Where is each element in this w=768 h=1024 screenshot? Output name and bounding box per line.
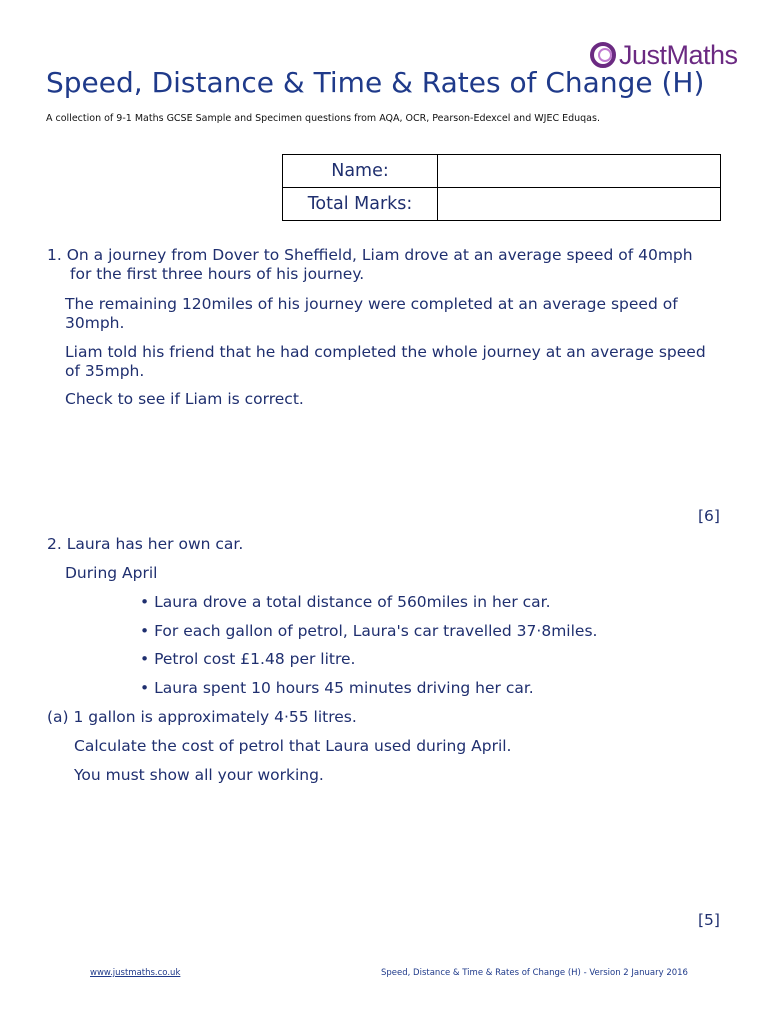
q2-marks: [5] (698, 911, 720, 929)
q1-marks: [6] (698, 507, 720, 525)
q2-bullet-3: • Petrol cost £1.48 per litre. (140, 650, 356, 668)
name-field[interactable] (438, 155, 721, 188)
total-marks-label: Total Marks: (283, 188, 438, 221)
q2-line-1: 2. Laura has her own car. (47, 535, 244, 553)
q2a-line-3: You must show all your working. (74, 766, 324, 784)
footer-version: Speed, Distance & Time & Rates of Change (H) - Version 2 January 2016 (381, 968, 688, 978)
q1-line-3: The remaining 120miles of his journey were completed at an average speed of (65, 295, 678, 313)
total-marks-field[interactable] (438, 188, 721, 221)
q2-line-2: During April (65, 564, 158, 582)
q1-line-1: 1. On a journey from Dover to Sheffield, Liam drove at an average speed of 40mph (47, 246, 693, 264)
q1-line-4: 30mph. (65, 314, 125, 332)
marks-table (282, 154, 721, 221)
page-title: Speed, Distance & Time & Rates of Change (H) (46, 66, 705, 99)
q2-bullet-4: • Laura spent 10 hours 45 minutes driving her car. (140, 679, 534, 697)
name-row (283, 155, 721, 188)
q2-bullet-1: • Laura drove a total distance of 560miles in her car. (140, 593, 551, 611)
logo-text: JustMaths (619, 39, 738, 70)
q1-line-7: Check to see if Liam is correct. (65, 390, 304, 408)
name-label: Name: (283, 155, 438, 188)
q1-line-5: Liam told his friend that he had completed the whole journey at an average speed (65, 343, 706, 361)
q2a-line-2: Calculate the cost of petrol that Laura used during April. (74, 737, 512, 755)
q2a-line-1: (a) 1 gallon is approximately 4·55 litres. (47, 708, 357, 726)
total-marks-row (283, 188, 721, 221)
page-subtitle: A collection of 9-1 Maths GCSE Sample and Specimen questions from AQA, OCR, Pearson-Edexcel and WJEC Eduqas. (46, 113, 600, 124)
footer-website-link[interactable]: www.justmaths.co.uk (90, 968, 181, 978)
q1-line-6: of 35mph. (65, 362, 145, 380)
q1-line-2: for the first three hours of his journey. (70, 265, 365, 283)
q2-bullet-2: • For each gallon of petrol, Laura's car travelled 37·8miles. (140, 622, 598, 640)
